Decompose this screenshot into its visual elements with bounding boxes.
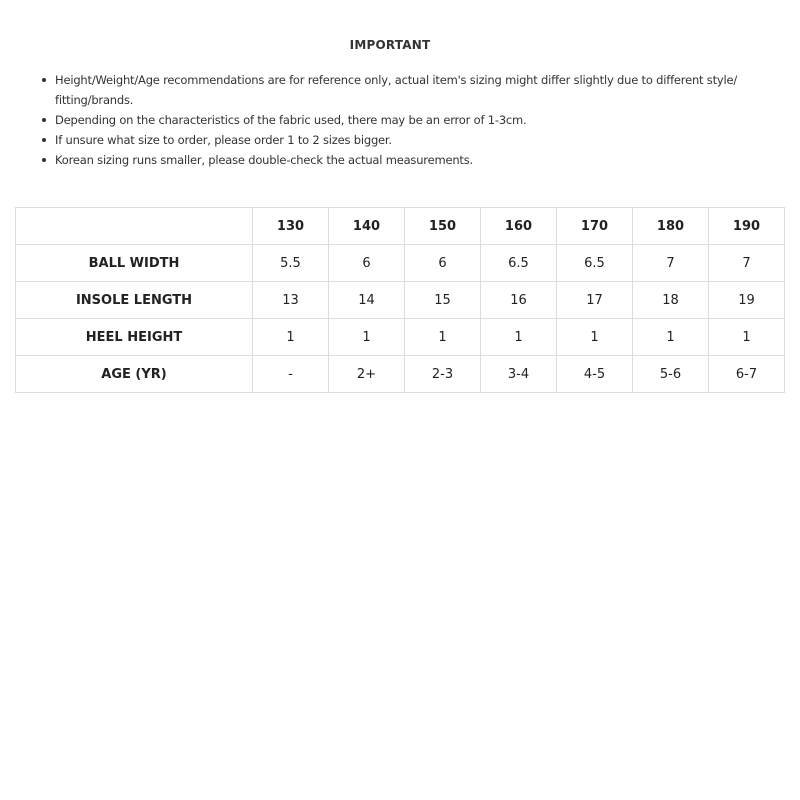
bullet-icon [42,138,46,142]
table-cell: 3-4 [481,356,557,393]
table-cell: 18 [633,282,709,319]
table-cell: 2+ [329,356,405,393]
table-cell: 1 [633,319,709,356]
table-cell: 6 [405,245,481,282]
bullet-icon [42,158,46,162]
row-label-age: AGE (YR) [16,356,253,393]
table-cell: 7 [709,245,785,282]
table-cell: 1 [481,319,557,356]
table-cell: 6.5 [557,245,633,282]
table-cell: 1 [329,319,405,356]
table-row [16,356,785,393]
table-row [16,245,785,282]
table-header-row [16,208,785,245]
table-cell: 15 [405,282,481,319]
table-cell: 17 [557,282,633,319]
table-cell: 1 [709,319,785,356]
size-chart-table [15,207,785,393]
table-cell: 6-7 [709,356,785,393]
size-header-cell: 130 [253,208,329,245]
table-corner-cell [16,208,253,245]
table-cell: 5.5 [253,245,329,282]
table-cell: 6.5 [481,245,557,282]
size-header-cell: 180 [633,208,709,245]
table-cell: 19 [709,282,785,319]
notice-title: IMPORTANT [349,38,431,52]
size-header-cell: 160 [481,208,557,245]
notice-item [40,130,780,150]
size-header-cell: 150 [405,208,481,245]
table-cell: 4-5 [557,356,633,393]
row-label-ball-width: BALL WIDTH [16,245,253,282]
size-header-cell: 190 [709,208,785,245]
table-cell: 7 [633,245,709,282]
notice-item-text: Korean sizing runs smaller, please double-check the actual measurements. [55,153,473,167]
table-cell: 6 [329,245,405,282]
table-cell: 14 [329,282,405,319]
notice-item [40,150,780,170]
notice-item-text: Height/Weight/Age recommendations are for reference only, actual item's sizing might differ slightly due to different style/ fitting/brands. [55,73,738,107]
notice-item-text: If unsure what size to order, please order 1 to 2 sizes bigger. [55,133,392,147]
bullet-icon [42,78,46,82]
size-header-cell: 140 [329,208,405,245]
table-row [16,282,785,319]
notice-item-text: Depending on the characteristics of the fabric used, there may be an error of 1-3cm. [55,113,527,127]
row-label-insole-length: INSOLE LENGTH [16,282,253,319]
table-cell: 2-3 [405,356,481,393]
notice-list [40,70,780,170]
table-cell: - [253,356,329,393]
table-cell: 1 [253,319,329,356]
important-notice [40,38,780,170]
table-cell: 1 [557,319,633,356]
table-cell: 1 [405,319,481,356]
notice-item [40,110,780,130]
table-row [16,319,785,356]
notice-item [40,70,780,110]
size-header-cell: 170 [557,208,633,245]
table-cell: 5-6 [633,356,709,393]
row-label-heel-height: HEEL HEIGHT [16,319,253,356]
table-cell: 16 [481,282,557,319]
bullet-icon [42,118,46,122]
table-cell: 13 [253,282,329,319]
